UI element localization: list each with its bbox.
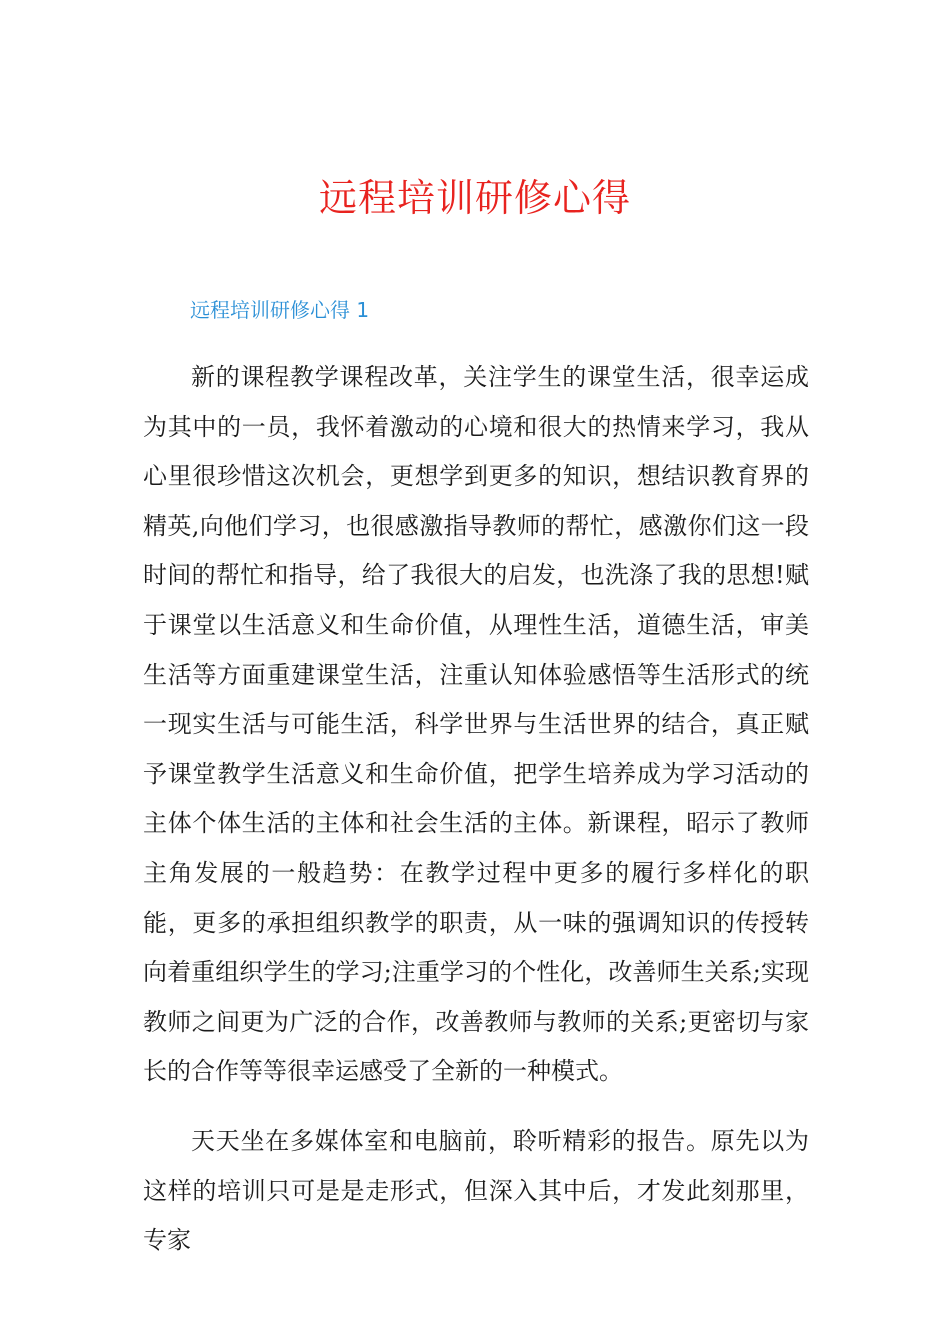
section-heading: 远程培训研修心得 1 — [190, 298, 370, 322]
body-paragraph-2: 天天坐在多媒体室和电脑前，聆听精彩的报告。原先以为这样的培训只可是是走形式，但深入其中后，才发此刻那里，专家 — [143, 1127, 809, 1255]
document-title: 远程培训研修心得 — [318, 176, 631, 220]
body-paragraph-1: 新的课程教学课程改革，关注学生的课堂生活，很幸运成为其中的一员，我怀着激动的心境和很大的热情来学习，我从心里很珍惜这次机会，更想学到更多的知识，想结识教育界的精英,向他们学习，也很感激指导教师的帮忙，感激你们这一段时间的帮忙和指导，给了我很大的启发，也洗涤了我的思想!赋于课堂以生活意义和生命价值，从理性生活，道德生活，审美生活等方面重建课堂生活，注重认知体验感悟等生活形式的统一现实生活与可能生活，科学世界与生活世界的结合，真正赋予课堂教学生活意义和生命价值，把学生培养成为学习活动的主体个体生活的主体和社会生活的主体。新课程，昭示了教师主角发展的一般趋势：在教学过程中更多的履行多样化的职能，更多的承担组织教学的职责，从一味的强调知识的传授转向着重组织学生的学习;注重学习的个性化，改善师生关系;实现教师之间更为广泛的合作，改善教师与教师的关系;更密切与家长的合作等等很幸运感受了全新的一种模式。 — [143, 363, 809, 1086]
